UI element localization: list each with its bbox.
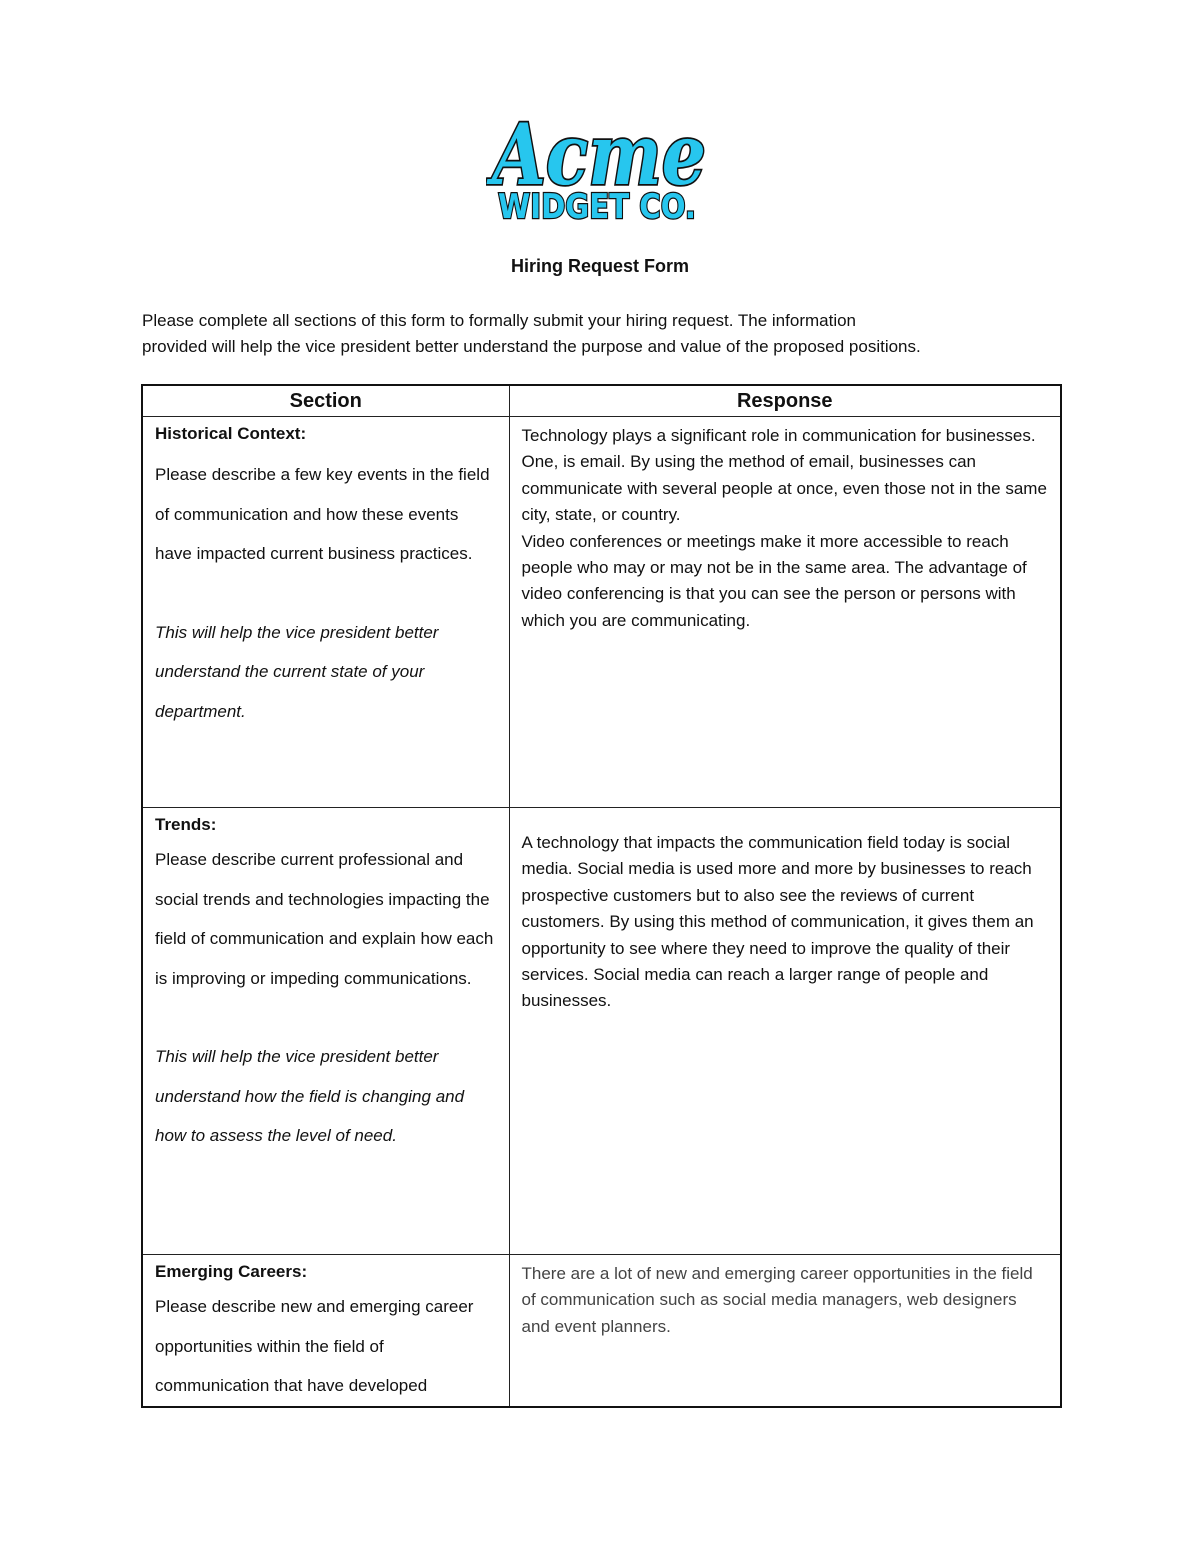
logo-subtitle: WIDGET CO. — [498, 187, 696, 226]
intro-line-2: provided will help the vice president better understand the purpose and value of the proposed positions. — [142, 337, 921, 356]
page-title: Hiring Request Form — [510, 256, 689, 276]
section-title: Emerging Careers: — [155, 1262, 308, 1281]
table-row — [142, 1255, 1061, 1408]
acme-logo — [486, 104, 716, 226]
section-title: Historical Context: — [155, 424, 307, 443]
response-paragraph: A technology that impacts the communication field today is social media. Social media is used more and more by businesses to reach prospective customers but to also see the reviews of current customers. By using this method of communication, it gives them an opportunity to see where they need to improve the quality of their services. Social media can reach a larger range of people and businesses. — [521, 833, 1034, 1011]
response-column-header: Response — [509, 385, 1061, 417]
response-paragraph: There are a lot of new and emerging career opportunities in the field of communication such as social media managers, web designers and event planners. — [521, 1264, 1033, 1336]
section-title: Trends: — [155, 815, 217, 834]
section-cell-emerging-careers — [142, 1255, 509, 1408]
table-row — [142, 417, 1061, 808]
acme-logo-art — [486, 104, 716, 226]
response-paragraph: Technology plays a significant role in communication for businesses. One, is email. By using the method of email, businesses can communicate with several people at once, even those not in the same city, state, or country. — [521, 426, 1047, 525]
section-cell-historical-context — [142, 417, 509, 808]
table-row — [142, 808, 1061, 1255]
section-cell-trends — [142, 808, 509, 1255]
section-column-header: Section — [142, 385, 509, 417]
section-note: This will help the vice president better understand the current state of your department. — [155, 622, 439, 721]
response-paragraph: Video conferences or meetings make it more accessible to reach people who may or may not be in the same area. The advantage of video conferencing is that you can see the person or persons with which you are communicating. — [521, 531, 1027, 630]
intro-line-1: Please complete all sections of this form to formally submit your hiring request. The information — [142, 311, 856, 330]
response-field-trends[interactable] — [509, 808, 1061, 1255]
hiring-request-table — [141, 384, 1062, 1408]
section-note: This will help the vice president better understand how the field is changing and how to assess the level of need. — [155, 1047, 465, 1145]
section-description: Please describe new and emerging career opportunities within the field of communication that have developed — [155, 1297, 474, 1395]
logo-wordmark: Acme — [486, 105, 706, 204]
response-field-historical-context[interactable] — [509, 417, 1061, 808]
section-description: Please describe current professional and social trends and technologies impacting the field of communication and explain how each is improving or impeding communications. — [155, 850, 494, 988]
table-header-row — [142, 385, 1061, 417]
form-intro — [142, 308, 1072, 360]
response-field-emerging-careers[interactable] — [509, 1255, 1061, 1408]
section-description: Please describe a few key events in the field of communication and how these events have impacted current business practices. — [155, 465, 490, 563]
